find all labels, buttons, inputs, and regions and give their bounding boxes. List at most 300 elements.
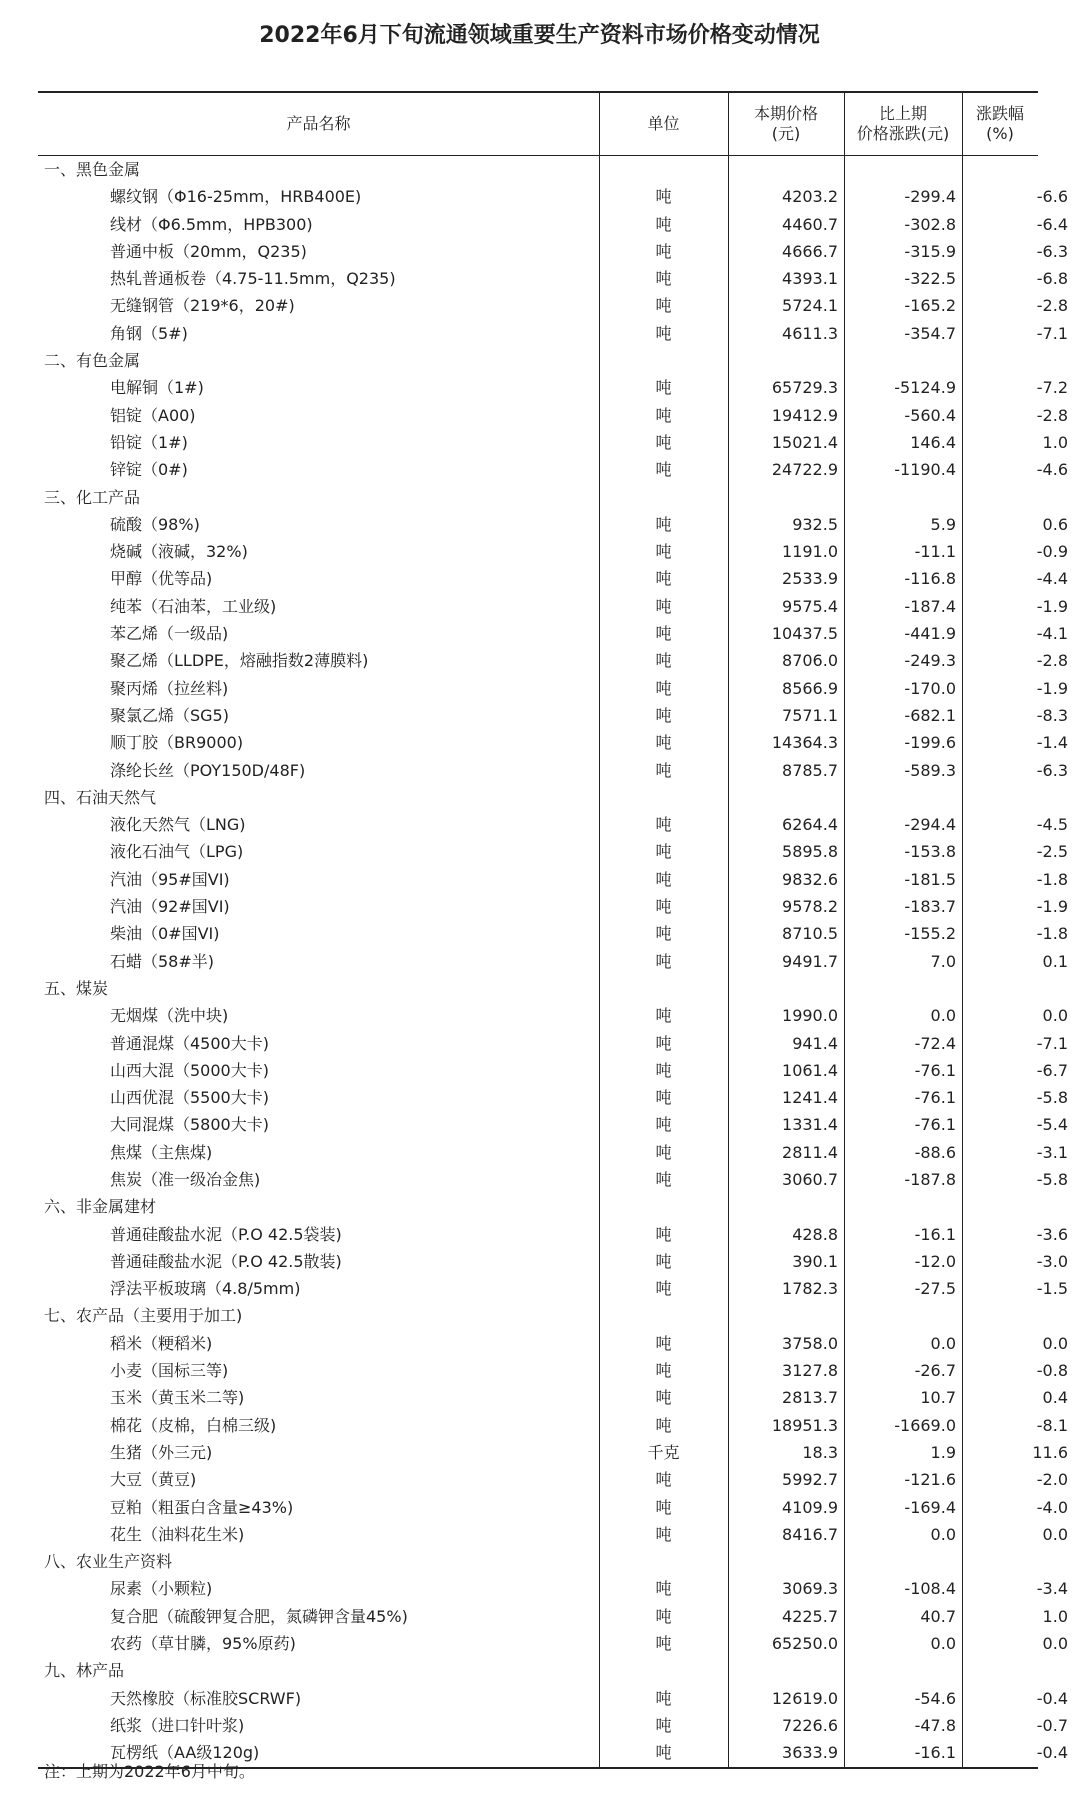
page-title: 2022年6月下旬流通领域重要生产资料市场价格变动情况	[259, 23, 820, 48]
percent-cell: -0.8	[1036, 1361, 1068, 1381]
price-cell: 8710.5	[782, 924, 838, 944]
unit-cell: 吨	[655, 1224, 672, 1244]
product-name: 液化天然气（LNG)	[110, 815, 246, 835]
price-cell: 4393.1	[782, 269, 838, 289]
change-cell: -16.1	[914, 1224, 956, 1244]
product-name: 玉米（黄玉米二等)	[110, 1388, 245, 1408]
price-cell: 4611.3	[782, 323, 838, 343]
percent-cell: -8.3	[1036, 705, 1068, 725]
change-cell: -589.3	[904, 760, 956, 780]
change-cell: -153.8	[904, 842, 956, 862]
unit-cell: 吨	[655, 733, 672, 753]
change-cell: -47.8	[914, 1715, 956, 1735]
price-cell: 3758.0	[782, 1333, 838, 1353]
category-row	[38, 975, 1038, 1002]
table-row	[38, 1330, 1068, 1357]
change-cell: -155.2	[904, 924, 956, 944]
category-row	[38, 784, 1038, 811]
percent-cell: -1.8	[1036, 869, 1068, 889]
table-row	[38, 593, 1068, 620]
percent-cell: -4.5	[1036, 815, 1068, 835]
product-name: 普通混煤（4500大卡)	[110, 1033, 269, 1053]
percent-cell: -1.4	[1036, 733, 1068, 753]
percent-cell: -0.4	[1036, 1743, 1068, 1763]
price-cell: 14364.3	[771, 733, 838, 753]
change-cell: -682.1	[904, 705, 956, 725]
table-row	[38, 429, 1068, 456]
table-row	[38, 675, 1068, 702]
price-cell: 8706.0	[782, 651, 838, 671]
table-row	[38, 1275, 1068, 1302]
category-name: 四、石油天然气	[44, 787, 157, 807]
product-name: 铅锭（1#)	[110, 432, 188, 452]
change-cell: 5.9	[930, 514, 956, 534]
product-name: 生猪（外三元)	[110, 1442, 213, 1462]
price-cell: 3069.3	[782, 1579, 838, 1599]
price-cell: 5724.1	[782, 296, 838, 316]
product-name: 铝锭（A00)	[110, 405, 196, 425]
percent-cell: -1.9	[1036, 596, 1068, 616]
price-cell: 18951.3	[771, 1415, 838, 1435]
price-cell: 19412.9	[771, 405, 838, 425]
product-name: 豆粕（粗蛋白含量≥43%)	[110, 1497, 294, 1517]
change-cell: -354.7	[904, 323, 956, 343]
header-current-price: 本期价格 (元)	[753, 104, 818, 143]
category-name: 五、煤炭	[44, 978, 109, 998]
change-cell: 0.0	[930, 1006, 956, 1026]
price-cell: 8416.7	[782, 1524, 838, 1544]
unit-cell: 吨	[655, 1033, 672, 1053]
unit-cell: 吨	[655, 1688, 672, 1708]
table-row	[38, 511, 1068, 538]
change-cell: 0.0	[930, 1333, 956, 1353]
table-row	[38, 1439, 1068, 1466]
price-cell: 7571.1	[782, 705, 838, 725]
price-cell: 1331.4	[782, 1115, 838, 1135]
change-cell: -88.6	[914, 1142, 956, 1162]
category-row	[38, 1548, 1038, 1575]
percent-cell: -0.4	[1036, 1688, 1068, 1708]
percent-cell: -1.9	[1036, 897, 1068, 917]
unit-cell: 吨	[655, 1251, 672, 1271]
unit-cell: 吨	[655, 1006, 672, 1026]
unit-cell: 吨	[655, 432, 672, 452]
change-cell: -187.4	[904, 596, 956, 616]
price-cell: 941.4	[792, 1033, 838, 1053]
change-cell: -76.1	[914, 1088, 956, 1108]
table-row	[38, 1111, 1068, 1138]
price-cell: 1990.0	[782, 1006, 838, 1026]
change-cell: -27.5	[914, 1279, 956, 1299]
table-row	[38, 1603, 1068, 1630]
product-name: 尿素（小颗粒)	[110, 1579, 213, 1599]
unit-cell: 吨	[655, 924, 672, 944]
change-cell: -322.5	[904, 269, 956, 289]
category-row	[38, 484, 1038, 511]
percent-cell: -5.8	[1036, 1169, 1068, 1189]
table-row	[38, 1084, 1068, 1111]
product-name: 汽油（92#国VI)	[110, 897, 230, 917]
change-cell: -121.6	[904, 1470, 956, 1490]
table-row	[38, 1712, 1068, 1739]
change-cell: 7.0	[930, 951, 956, 971]
table-row	[38, 1248, 1068, 1275]
percent-cell: -6.8	[1036, 269, 1068, 289]
table-row	[38, 620, 1068, 647]
price-cell: 9575.4	[782, 596, 838, 616]
table-row	[38, 948, 1068, 975]
change-cell: -181.5	[904, 869, 956, 889]
change-cell: 10.7	[920, 1388, 956, 1408]
unit-cell: 吨	[655, 897, 672, 917]
product-name: 聚氯乙烯（SG5)	[110, 705, 229, 725]
product-name: 天然橡胶（标准胶SCRWF)	[110, 1688, 302, 1708]
category-row	[38, 347, 1038, 374]
unit-cell: 吨	[655, 296, 672, 316]
change-cell: -560.4	[904, 405, 956, 425]
unit-cell: 吨	[655, 705, 672, 725]
table-row	[38, 1521, 1068, 1548]
change-cell: -12.0	[914, 1251, 956, 1271]
change-cell: -302.8	[904, 214, 956, 234]
price-cell: 932.5	[792, 514, 838, 534]
change-cell: -169.4	[904, 1497, 956, 1517]
table-row	[38, 729, 1068, 756]
unit-cell: 吨	[655, 1361, 672, 1381]
unit-cell: 吨	[655, 569, 672, 589]
category-row	[38, 156, 1038, 183]
price-cell: 7226.6	[782, 1715, 838, 1735]
category-name: 六、非金属建材	[44, 1197, 157, 1217]
product-name: 聚丙烯（拉丝料)	[110, 678, 229, 698]
product-name: 角钢（5#)	[110, 323, 188, 343]
price-cell: 8566.9	[782, 678, 838, 698]
price-cell: 9491.7	[782, 951, 838, 971]
change-cell: -1190.4	[894, 460, 956, 480]
unit-cell: 吨	[655, 1470, 672, 1490]
price-cell: 9832.6	[782, 869, 838, 889]
percent-cell: -7.1	[1036, 323, 1068, 343]
table-row	[38, 1002, 1068, 1029]
product-name: 普通硅酸盐水泥（P.O 42.5散装)	[110, 1251, 342, 1271]
price-cell: 3127.8	[782, 1361, 838, 1381]
product-name: 线材（Φ6.5mm，HPB300)	[110, 214, 313, 234]
product-name: 锌锭（0#)	[110, 460, 188, 480]
percent-cell: -6.6	[1036, 187, 1068, 207]
change-cell: -5124.9	[894, 378, 956, 398]
change-cell: -165.2	[904, 296, 956, 316]
product-name: 纸浆（进口针叶浆)	[110, 1715, 245, 1735]
product-name: 热轧普通板卷（4.75-11.5mm，Q235)	[110, 269, 396, 289]
unit-cell: 吨	[655, 378, 672, 398]
unit-cell: 吨	[655, 1634, 672, 1654]
product-name: 纯苯（石油苯，工业级)	[110, 596, 277, 616]
table-row	[38, 1357, 1068, 1384]
product-name: 浮法平板玻璃（4.8/5mm)	[110, 1279, 301, 1299]
unit-cell: 吨	[655, 1088, 672, 1108]
unit-cell: 吨	[655, 187, 672, 207]
table-header	[38, 91, 1038, 156]
percent-cell: 1.0	[1042, 1606, 1068, 1626]
percent-cell: -0.9	[1036, 542, 1068, 562]
footnote: 注：上期为2022年6月中旬。	[44, 1762, 255, 1781]
percent-cell: -6.7	[1036, 1060, 1068, 1080]
table-row	[38, 757, 1068, 784]
price-cell: 12619.0	[771, 1688, 838, 1708]
table-row	[38, 1630, 1068, 1657]
product-name: 硫酸（98%)	[110, 514, 200, 534]
table-row	[38, 320, 1068, 347]
unit-cell: 吨	[655, 624, 672, 644]
table-row	[38, 402, 1068, 429]
table-row	[38, 702, 1068, 729]
table-row	[38, 838, 1068, 865]
change-cell: -108.4	[904, 1579, 956, 1599]
table-row	[38, 238, 1068, 265]
unit-cell: 吨	[655, 241, 672, 261]
percent-cell: 0.0	[1042, 1006, 1068, 1026]
product-name: 柴油（0#国VI)	[110, 924, 220, 944]
unit-cell: 吨	[655, 1279, 672, 1299]
price-cell: 1191.0	[782, 542, 838, 562]
change-cell: 1.9	[930, 1442, 956, 1462]
change-cell: -76.1	[914, 1060, 956, 1080]
product-name: 山西大混（5000大卡)	[110, 1060, 269, 1080]
unit-cell: 吨	[655, 842, 672, 862]
price-cell: 4225.7	[782, 1606, 838, 1626]
price-cell: 4203.2	[782, 187, 838, 207]
unit-cell: 吨	[655, 1060, 672, 1080]
product-name: 农药（草甘膦，95%原药)	[110, 1634, 296, 1654]
unit-cell: 吨	[655, 1715, 672, 1735]
table-row	[38, 538, 1068, 565]
price-table	[38, 91, 1068, 1769]
header-price-change: 比上期 价格涨跌(元)	[856, 104, 950, 143]
category-name: 七、农产品（主要用于加工)	[44, 1306, 243, 1326]
unit-cell: 吨	[655, 514, 672, 534]
change-cell: -294.4	[904, 815, 956, 835]
product-name: 普通硅酸盐水泥（P.O 42.5袋装)	[110, 1224, 342, 1244]
table-row	[38, 866, 1068, 893]
unit-cell: 吨	[655, 815, 672, 835]
percent-cell: 0.4	[1042, 1388, 1068, 1408]
table-row	[38, 183, 1068, 210]
product-name: 瓦楞纸（AA级120g)	[110, 1743, 260, 1763]
percent-cell: -2.8	[1036, 296, 1068, 316]
unit-cell: 吨	[655, 678, 672, 698]
product-name: 聚乙烯（LLDPE，熔融指数2薄膜料)	[110, 651, 369, 671]
percent-cell: -5.4	[1036, 1115, 1068, 1135]
unit-cell: 吨	[655, 214, 672, 234]
percent-cell: 0.1	[1042, 951, 1068, 971]
product-name: 液化石油气（LPG)	[110, 842, 244, 862]
table-row	[38, 565, 1068, 592]
price-cell: 65729.3	[771, 378, 838, 398]
change-cell: -315.9	[904, 241, 956, 261]
product-name: 甲醇（优等品)	[110, 569, 213, 589]
table-row	[38, 1685, 1068, 1712]
percent-cell: -5.8	[1036, 1088, 1068, 1108]
percent-cell: -1.9	[1036, 678, 1068, 698]
unit-cell: 吨	[655, 460, 672, 480]
product-name: 花生（油料花生米)	[110, 1524, 245, 1544]
change-cell: -1669.0	[894, 1415, 956, 1435]
price-cell: 1061.4	[782, 1060, 838, 1080]
price-cell: 3633.9	[782, 1743, 838, 1763]
change-cell: -441.9	[904, 624, 956, 644]
price-cell: 18.3	[802, 1442, 838, 1462]
table-row	[38, 374, 1068, 401]
price-cell: 4460.7	[782, 214, 838, 234]
percent-cell: -8.1	[1036, 1415, 1068, 1435]
change-cell: -183.7	[904, 897, 956, 917]
table-row	[38, 1575, 1068, 1602]
product-name: 棉花（皮棉，白棉三级)	[110, 1415, 277, 1435]
product-name: 大豆（黄豆)	[110, 1470, 197, 1490]
percent-cell: -1.5	[1036, 1279, 1068, 1299]
table-row	[38, 1057, 1068, 1084]
unit-cell: 吨	[655, 269, 672, 289]
product-name: 顺丁胶（BR9000)	[110, 733, 244, 753]
table-row	[38, 920, 1068, 947]
table-row	[38, 1221, 1068, 1248]
percent-cell: 0.0	[1042, 1634, 1068, 1654]
change-cell: -116.8	[904, 569, 956, 589]
price-cell: 4109.9	[782, 1497, 838, 1517]
table-body	[38, 156, 1068, 1769]
table-row	[38, 1412, 1068, 1439]
product-name: 无缝钢管（219*6，20#)	[110, 296, 295, 316]
percent-cell: -1.8	[1036, 924, 1068, 944]
price-cell: 1782.3	[782, 1279, 838, 1299]
unit-cell: 吨	[655, 760, 672, 780]
price-cell: 15021.4	[771, 432, 838, 452]
percent-cell: 0.0	[1042, 1333, 1068, 1353]
table-row	[38, 1139, 1068, 1166]
change-cell: -249.3	[904, 651, 956, 671]
product-name: 涤纶长丝（POY150D/48F)	[110, 760, 306, 780]
percent-cell: -4.6	[1036, 460, 1068, 480]
change-cell: -170.0	[904, 678, 956, 698]
unit-cell: 吨	[655, 1142, 672, 1162]
category-name: 三、化工产品	[44, 487, 141, 507]
percent-cell: -4.4	[1036, 569, 1068, 589]
percent-cell: -7.2	[1036, 378, 1068, 398]
unit-cell: 吨	[655, 651, 672, 671]
table-row	[38, 211, 1068, 238]
product-name: 汽油（95#国VI)	[110, 869, 230, 889]
product-name: 电解铜（1#)	[110, 378, 204, 398]
table-row	[38, 893, 1068, 920]
price-cell: 1241.4	[782, 1088, 838, 1108]
product-name: 小麦（国标三等)	[110, 1361, 229, 1381]
percent-cell: -0.7	[1036, 1715, 1068, 1735]
table-row	[38, 1030, 1068, 1057]
header-product-name: 产品名称	[286, 114, 351, 133]
change-cell: -26.7	[914, 1361, 956, 1381]
unit-cell: 吨	[655, 323, 672, 343]
product-name: 苯乙烯（一级品)	[110, 624, 229, 644]
unit-cell: 吨	[655, 1606, 672, 1626]
price-cell: 65250.0	[771, 1634, 838, 1654]
header-unit: 单位	[647, 114, 680, 133]
percent-cell: -6.4	[1036, 214, 1068, 234]
price-cell: 2813.7	[782, 1388, 838, 1408]
price-cell: 390.1	[792, 1251, 838, 1271]
product-name: 大同混煤（5800大卡)	[110, 1115, 269, 1135]
table-row	[38, 292, 1068, 319]
change-cell: -54.6	[914, 1688, 956, 1708]
table-row	[38, 811, 1068, 838]
product-name: 石蜡（58#半)	[110, 951, 215, 971]
change-cell: -187.8	[904, 1169, 956, 1189]
product-name: 山西优混（5500大卡)	[110, 1088, 269, 1108]
price-cell: 3060.7	[782, 1169, 838, 1189]
product-name: 无烟煤（洗中块)	[110, 1006, 229, 1026]
unit-cell: 吨	[655, 1333, 672, 1353]
unit-cell: 吨	[655, 405, 672, 425]
header-change-percent: 涨跌幅 (%)	[975, 104, 1024, 143]
category-name: 九、林产品	[44, 1661, 125, 1681]
percent-cell: 11.6	[1032, 1442, 1068, 1462]
category-name: 八、农业生产资料	[44, 1552, 173, 1572]
unit-cell: 吨	[655, 1415, 672, 1435]
product-name: 焦煤（主焦煤)	[110, 1142, 213, 1162]
unit-cell: 吨	[655, 1388, 672, 1408]
change-cell: -199.6	[904, 733, 956, 753]
price-cell: 5895.8	[782, 842, 838, 862]
price-cell: 6264.4	[782, 815, 838, 835]
price-cell: 9578.2	[782, 897, 838, 917]
table-row	[38, 1494, 1068, 1521]
percent-cell: -6.3	[1036, 760, 1068, 780]
category-name: 二、有色金属	[44, 351, 141, 371]
percent-cell: -2.8	[1036, 651, 1068, 671]
percent-cell: -2.8	[1036, 405, 1068, 425]
category-row	[38, 1657, 1038, 1684]
percent-cell: -2.5	[1036, 842, 1068, 862]
percent-cell: -6.3	[1036, 241, 1068, 261]
change-cell: -299.4	[904, 187, 956, 207]
change-cell: -72.4	[914, 1033, 956, 1053]
unit-cell: 吨	[655, 542, 672, 562]
percent-cell: -4.0	[1036, 1497, 1068, 1517]
price-cell: 428.8	[792, 1224, 838, 1244]
percent-cell: -2.0	[1036, 1470, 1068, 1490]
unit-cell: 吨	[655, 1579, 672, 1599]
price-cell: 24722.9	[771, 460, 838, 480]
unit-cell: 吨	[655, 1115, 672, 1135]
unit-cell: 吨	[655, 1169, 672, 1189]
price-cell: 2533.9	[782, 569, 838, 589]
change-cell: 40.7	[920, 1606, 956, 1626]
unit-cell: 吨	[655, 1497, 672, 1517]
price-cell: 5992.7	[782, 1470, 838, 1490]
percent-cell: -4.1	[1036, 624, 1068, 644]
product-name: 稻米（粳稻米)	[110, 1333, 213, 1353]
percent-cell: 0.6	[1042, 514, 1068, 534]
product-name: 烧碱（液碱，32%)	[110, 542, 248, 562]
table-row	[38, 647, 1068, 674]
percent-cell: -3.4	[1036, 1579, 1068, 1599]
percent-cell: -7.1	[1036, 1033, 1068, 1053]
change-cell: -76.1	[914, 1115, 956, 1135]
table-row	[38, 1384, 1068, 1411]
product-name: 焦炭（准一级冶金焦)	[110, 1169, 261, 1189]
percent-cell: 1.0	[1042, 432, 1068, 452]
price-cell: 10437.5	[771, 624, 838, 644]
change-cell: -16.1	[914, 1743, 956, 1763]
